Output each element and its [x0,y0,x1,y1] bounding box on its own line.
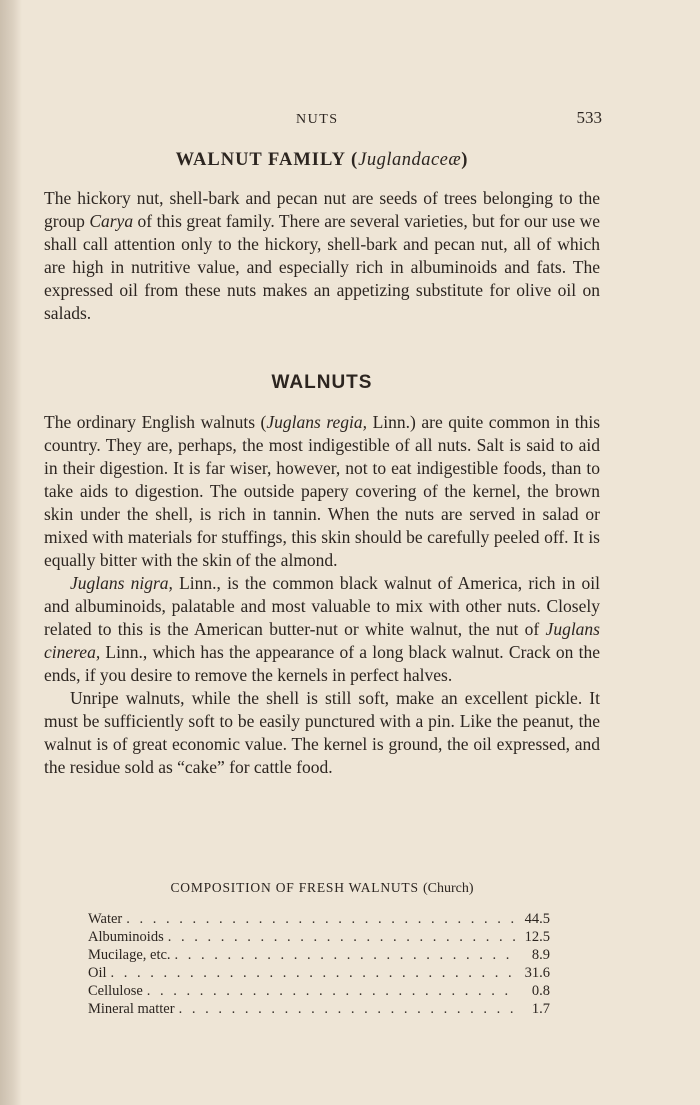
row-value: 8.9 [531,947,550,963]
paragraph-text: of this great family. There are several varieties, but for our use we shall call attention only to the hickory, shell-bark and pecan nut, all of which are high in nutritive value, and especially rich in albuminoids and fats. The expressed oil from these nuts makes an appetizing substitute for olive oil on salads. [44,211,600,323]
leader-dots [147,982,518,1000]
row-value: 31.6 [524,965,550,981]
table-row [88,928,550,946]
leader-dots [179,1000,518,1018]
leader-dots [126,910,518,928]
species-juglans-regia: Juglans regia, [266,412,368,432]
row-label: Oil [88,965,107,981]
row-value: 12.5 [524,929,550,945]
paragraph-text: The hickory nut, shell-bark and pecan nut are seeds of trees belonging to the group [44,188,600,231]
walnut-family-heading [44,150,600,171]
walnut-family-body [44,187,600,325]
composition-table-title [44,880,600,897]
walnuts-paragraph-1 [44,411,600,572]
book-gutter-shadow [0,0,22,1105]
leader-dots [168,928,518,946]
leader-dots [111,964,518,982]
species-juglans-nigra: Juglans nigra, [70,573,173,593]
page-number: 533 [576,108,602,127]
row-label: Water [88,911,123,927]
row-label: Albuminoids [88,929,164,945]
running-title: NUTS [296,112,339,127]
running-head [44,108,600,132]
composition-title-text: COMPOSITION OF FRESH WALNUTS [170,880,419,895]
walnuts-paragraph-3: Unripe walnuts, while the shell is still soft, make an excellent pickle. It must be sufficiently soft to be easily punctured with a pin. Like the peanut, the walnut is of great economic value. The kernel is ground, the oil expressed, and the residue sold as “cake” for cattle food. [44,688,600,777]
genus-carya: Carya [89,211,134,231]
leader-dots [175,946,518,964]
paragraph-text: The ordinary English walnuts ( [44,412,267,432]
table-row [88,946,550,964]
row-label: Cellulose [88,983,143,999]
paragraph-text: Linn.) are quite common in this country. They are, perhaps, the most indigestible of all nuts. Salt is said to aid in their digestion. It is far wiser, however, not to eat indigestible foods, than to take aids to digestion. The outside papery covering of the kernel, the brown skin under the shell, is rich in tannin. When the nuts are served in salad or mixed with materials for stuffings, this skin should be carefully peeled off. It is equally bitter with the skin of the almond. [44,412,601,570]
row-value: 44.5 [524,911,550,927]
row-value: 0.8 [531,983,550,999]
row-label: Mucilage, etc. [88,947,171,963]
table-row [88,964,550,982]
walnuts-body [44,411,600,779]
walnut-family-latin-name: Juglandaceæ [358,150,462,170]
paragraph-text: Linn., which has the appearance of a long black walnut. Crack on the ends, if you desire to remove the kernels in perfect halves. [44,642,600,685]
composition-table [88,910,550,1018]
walnuts-heading: WALNUTS [271,372,373,393]
paragraph-text: Linn., is the common black walnut of America, rich in oil and albuminoids, palatable and most valuable to mix with other nuts. Closely related to this is the American butter-nut or white walnut, the nut of [44,573,600,639]
walnuts-paragraph-2 [44,572,600,687]
table-row [88,910,550,928]
composition-source: (Church) [422,881,474,896]
table-row [88,1000,550,1018]
row-label: Mineral matter [88,1001,175,1017]
walnut-family-paragraph [44,187,600,325]
species-juglans-cinerea: Juglans cinerea, [44,619,600,662]
row-value: 1.7 [531,1001,550,1017]
walnut-family-heading-text: WALNUT FAMILY ( [175,150,359,170]
table-row [88,982,550,1000]
walnut-family-heading-close: ) [461,150,469,170]
